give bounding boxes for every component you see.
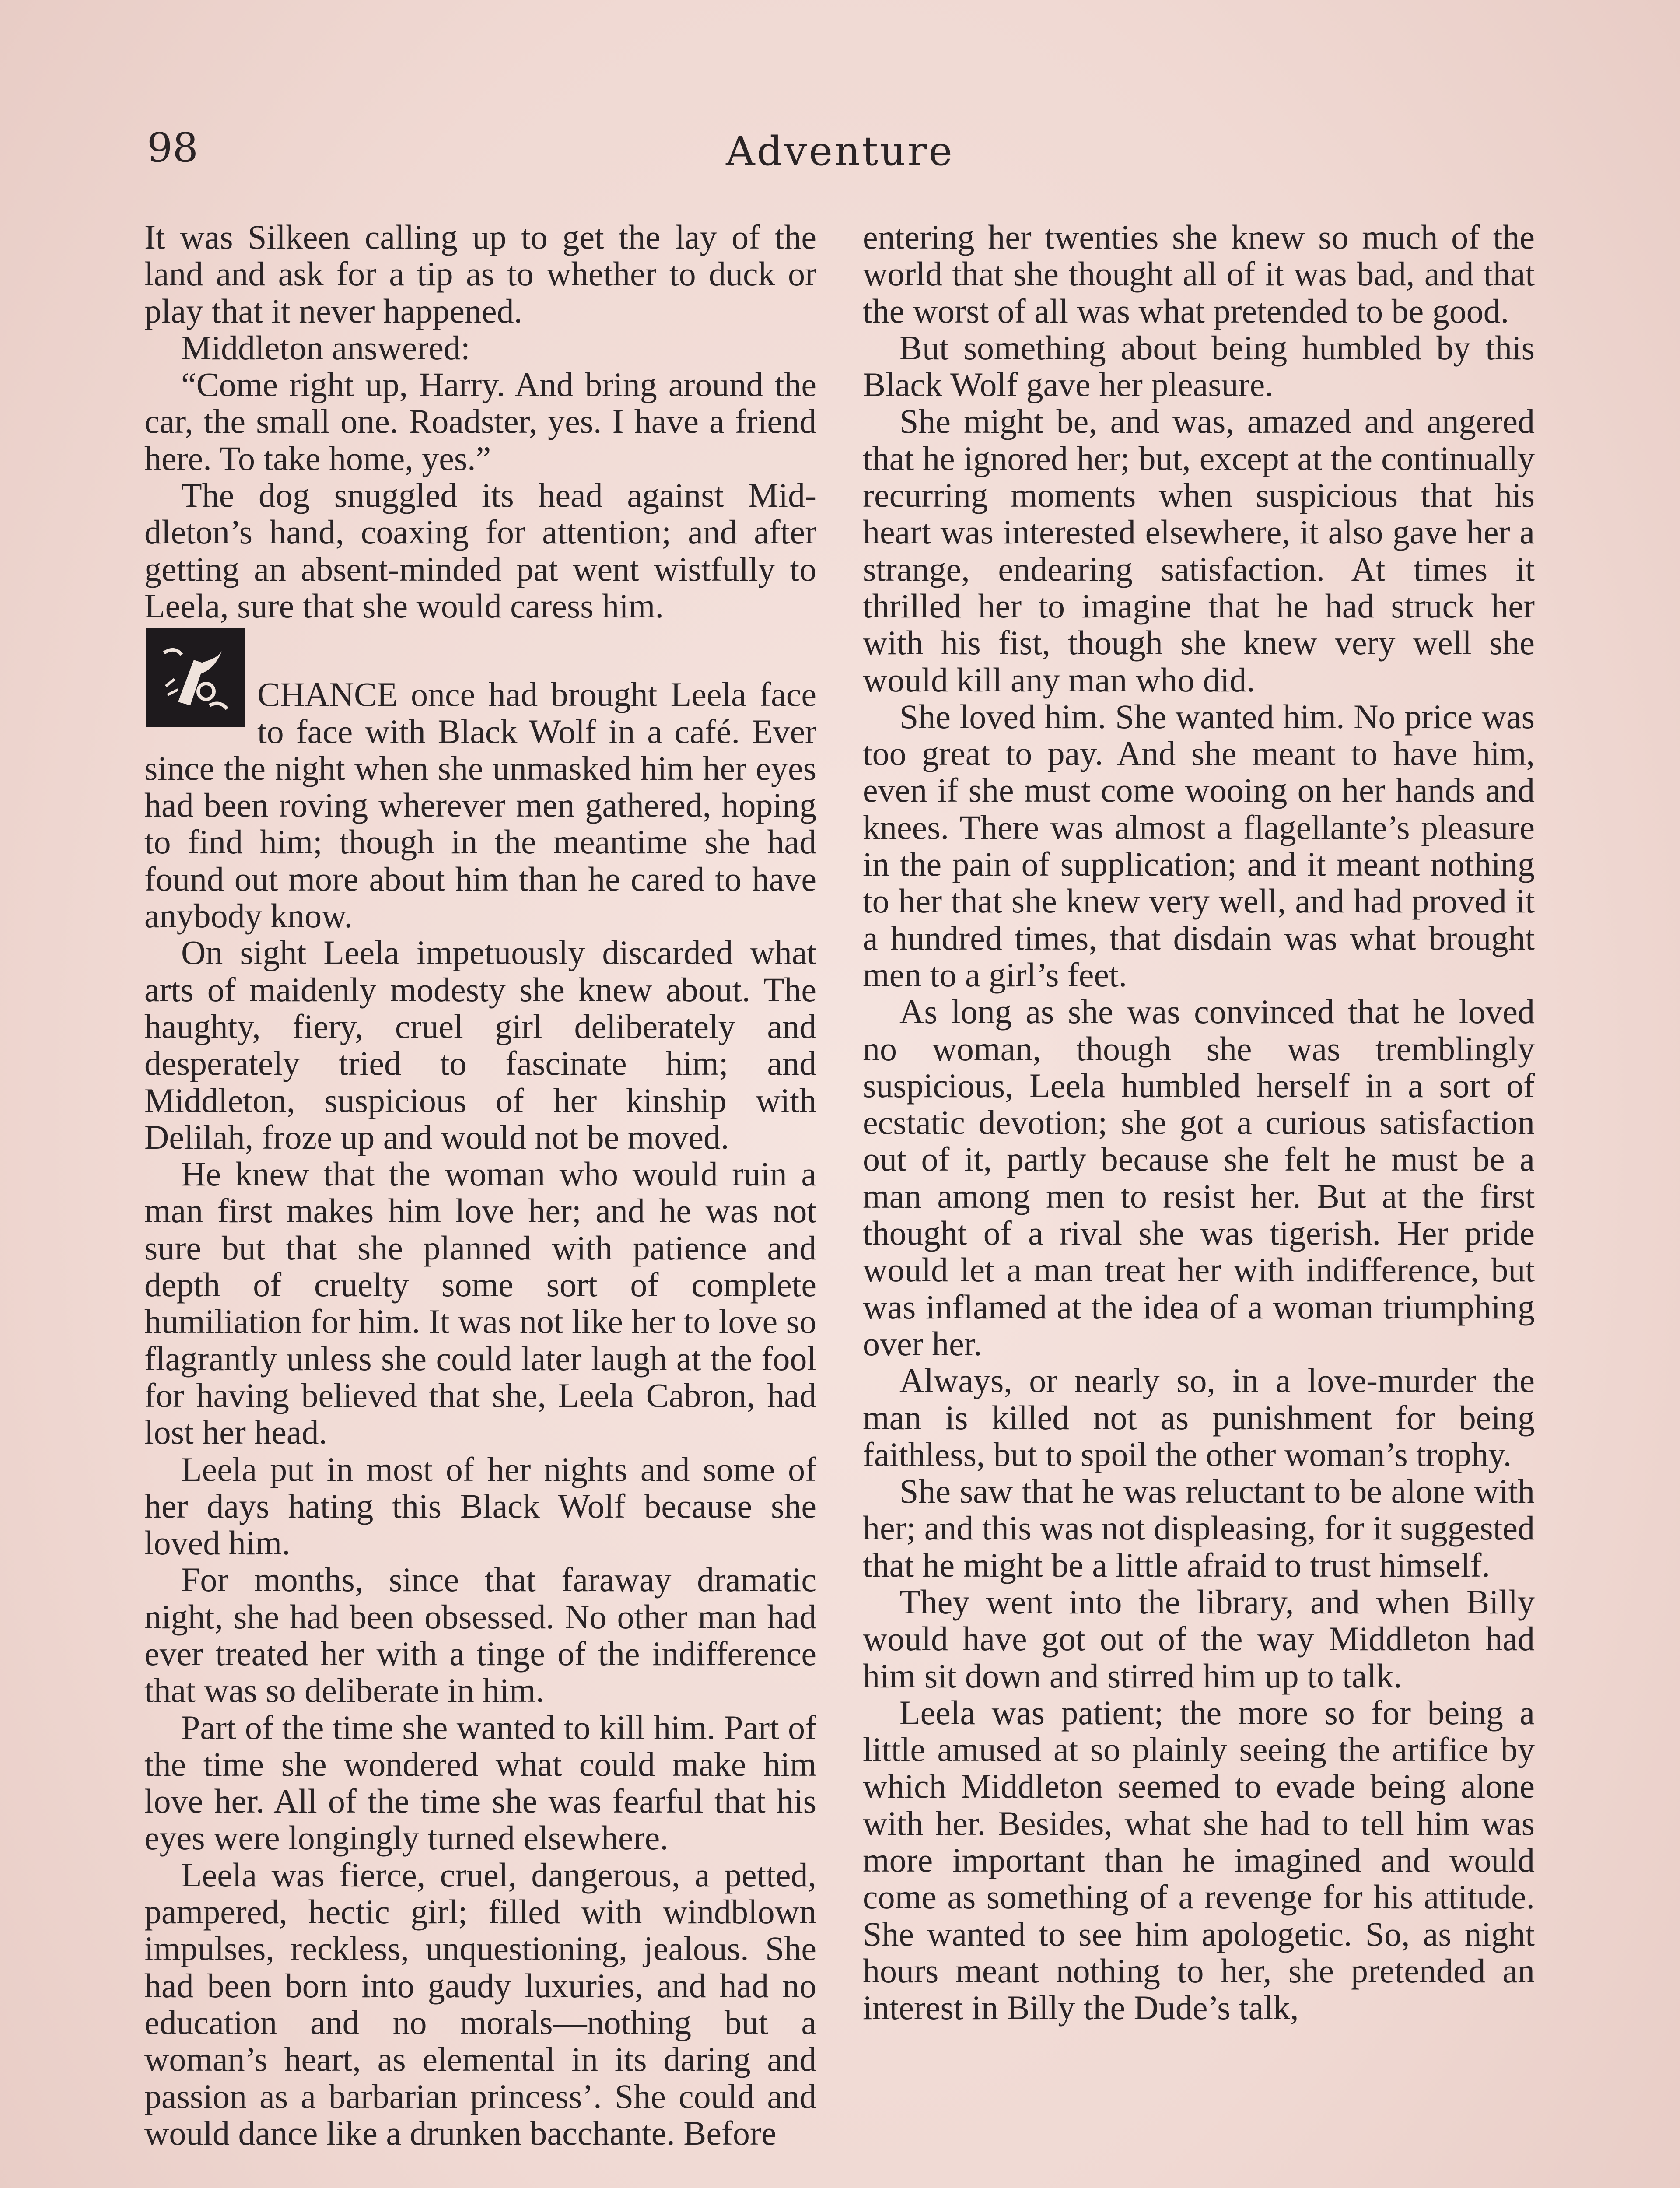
paragraph: On sight Leela impetuously discarded what arts of maidenly modesty she knew about. The haughty, fiery, cruel girl deliberately and desperately tried to fascinate him; and Middleton, suspicious of her kinship with Delilah, froze up and would not be moved.	[144, 933, 816, 1156]
paragraph: She saw that he was reluctant to be alone with her; and this was not displeasing, for it suggested that he might be a little afraid to trust himself.	[863, 1472, 1535, 1584]
paragraph: He knew that the woman who would ruin a man first makes him love her; and he was not sure but that she planned with patience and depth of cruelty some sort of complete humiliation for him. It was not like her to love so flagrantly unless she could later laugh at the fool for having believed that she, Leela Cabron, had lost her head.	[144, 1155, 816, 1452]
paragraph: Leela was fierce, cruel, dangerous, a petted, pampered, hectic girl; filled with windblown impulses, reckless, unquestioning, jealous. She had been born into gaudy luxuries, and had no education and no morals—nothing but a woman’s heart, as elemental in its daring and passion as a barbarian princess’. She could and would dance like a drunken bacchante. Before	[144, 1855, 816, 2152]
paragraph: “Come right up, Harry. And bring around the car, the small one. Roadster, yes. I have a friend here. To take home, yes.”	[144, 365, 816, 477]
paragraph: As long as she was convinced that he loved no woman, though she was tremblingly suspicious, Leela humbled herself in a sort of ecstatic devotion; she got a curious satisfaction out of it, partly because she felt he must be a man among men to resist her. But at the first thought of a rival she was tigerish. Her pride would let a man treat her with indifference, but was inflamed at the idea of a woman triumphing over her.	[863, 992, 1535, 1363]
paragraph: Part of the time she wanted to kill him. Part of the time she wondered what could make him love her. All of the time she was fearful that his eyes were longingly turned elsewhere.	[144, 1708, 816, 1857]
paragraph: The dog snuggled its head against Middleton’s hand, coaxing for attention; and after getting an absent-minded pat went wistfully to Leela, sure that she would caress him.	[144, 476, 816, 625]
paragraph: Leela put in most of her nights and some of her days hating this Black Wolf because she loved him.	[144, 1450, 816, 1562]
paragraph: She loved him. She wanted him. No price was too great to pay. And she meant to have him, even if she must come wooing on her hands and knees. There was almost a flagellante’s pleasure in the pain of supplication; and it meant nothing to her that she knew very well, and had proved it a hundred times, that disdain was what brought men to a girl’s feet.	[863, 697, 1535, 994]
paragraph: Always, or nearly so, in a love-murder the man is killed not as punishment for being faithless, but to spoil the other woman’s trophy.	[863, 1361, 1535, 1473]
page-number: 98	[147, 124, 199, 171]
paragraph: She might be, and was, amazed and angered that he ignored her; but, except at the continually recurring moments when suspicious that his heart was interested elsewhere, it also gave her a strange, endearing satisfaction. At times it thrilled her to imagine that he had struck her with his fist, though she knew very well she would kill any man who did.	[863, 402, 1535, 699]
paragraph: For months, since that faraway dramatic night, she had been obsessed. No other man had ever treated her with a tinge of the indifference that was so deliberate in him.	[144, 1560, 816, 1710]
paragraph: Middleton answered:	[181, 328, 470, 367]
ornament-initial-icon	[146, 628, 245, 727]
left-column	[144, 219, 816, 2152]
paragraph: They went into the library, and when Billy would have got out of the way Middleton had him sit down and stirred him up to talk.	[863, 1582, 1535, 1695]
section-opening-paragraph: CHANCE once had brought Leela face to face with Black Wolf in a café. Ever since the night when she unmasked him her eyes had been roving wherever men gathered, hoping to find him; though in the meantime she had found out more about him than he cared to have anybody know.	[144, 675, 816, 935]
right-column	[863, 219, 1535, 2027]
paragraph: But something about being humbled by this Black Wolf gave her pleasure.	[863, 328, 1535, 404]
paragraph: entering her twenties she knew so much of the world that she thought all of it was bad, and that the worst of all was what pretended to be good.	[863, 218, 1535, 330]
paragraph: It was Silkeen calling up to get the lay of the land and ask for a tip as to whether to duck or play that it never happened.	[144, 218, 816, 330]
paragraph: Leela was patient; the more so for being a little amused at so plainly seeing the artifice by which Middleton seemed to evade being alone with her. Besides, what she had to tell him was more important than he imagined and would come as something of a revenge for his attitude. She wanted to see him apologetic. So, as night hours meant nothing to her, she pretended an interest in Billy the Dude’s talk,	[863, 1693, 1535, 2027]
running-title: Adventure	[726, 128, 954, 175]
